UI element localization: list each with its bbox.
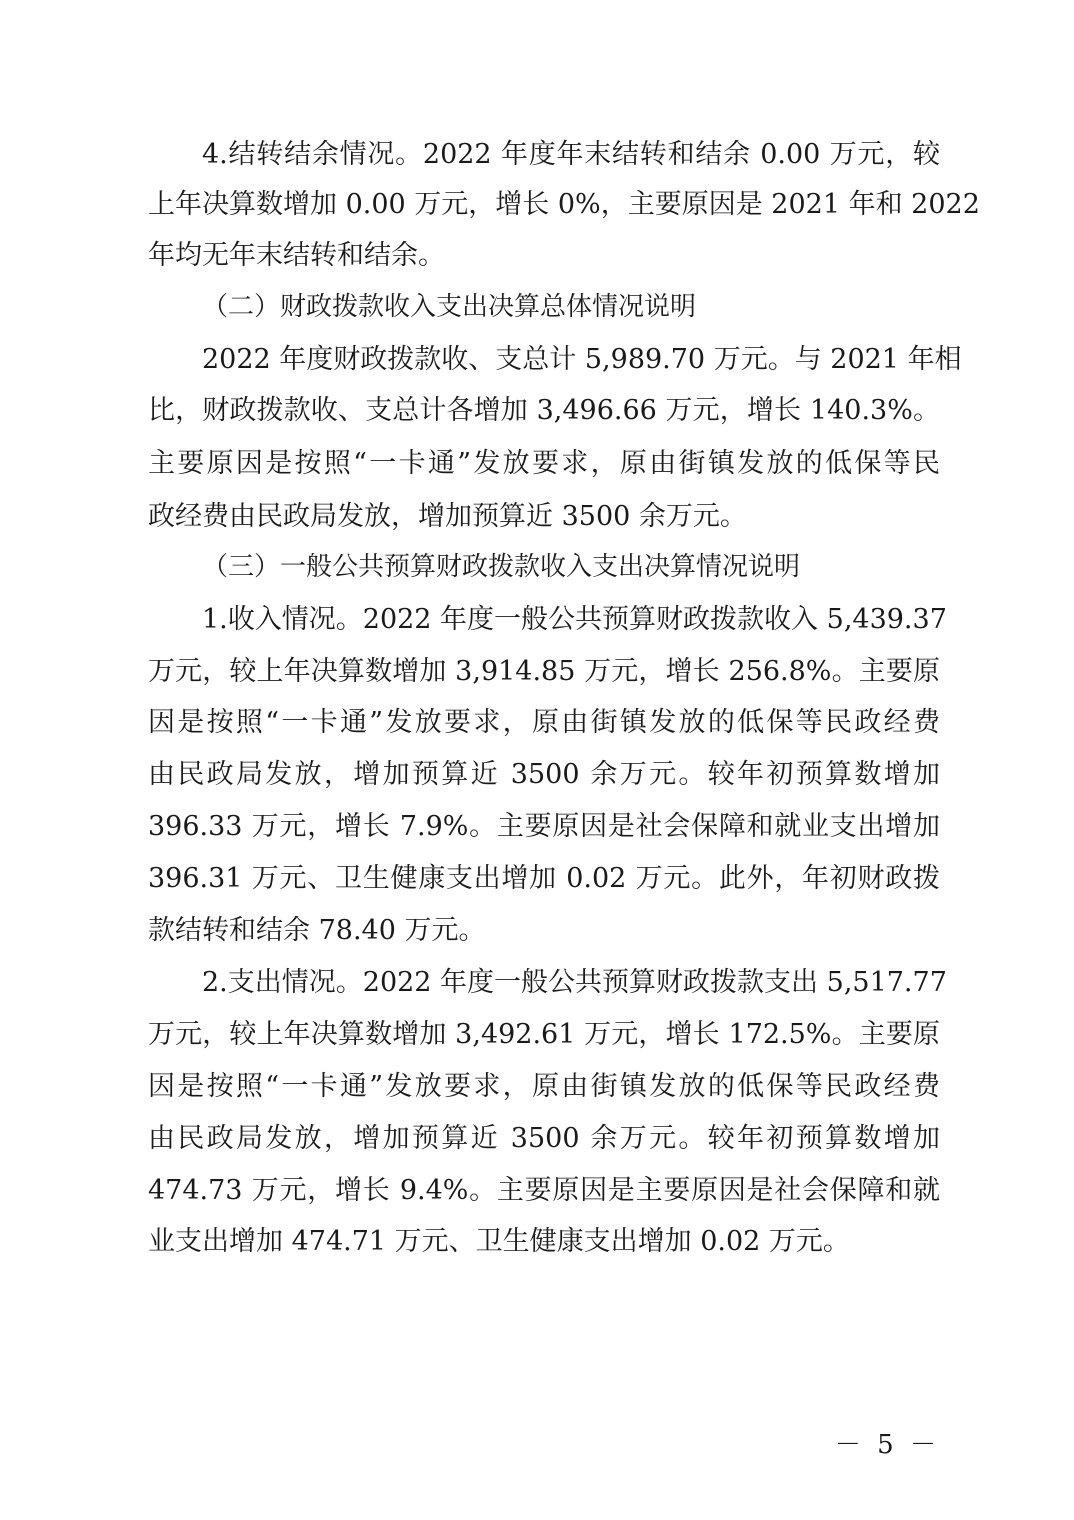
- paragraph-line: 政经费由民政局发放，增加预算近 3500 余万元。: [148, 501, 747, 532]
- section-heading: （三）一般公共预算财政拨款收入支出决算情况说明: [202, 552, 801, 582]
- paragraph-line: 业支出增加 474.71 万元、卫生健康支出增加 0.02 万元。: [148, 1226, 850, 1257]
- paragraph-line: 由民政局发放，增加预算近 3500 余万元。较年初预算数增加: [148, 1123, 940, 1154]
- paragraph-line: 2.支出情况。2022 年度一般公共预算财政拨款支出 5,517.77: [202, 967, 947, 998]
- paragraph-line: 4.结转结余情况。2022 年度年末结转和结余 0.00 万元，较: [202, 139, 940, 170]
- paragraph-line: 年均无年末结转和结余。: [148, 240, 445, 271]
- paragraph-line: 474.73 万元，增长 9.4%。主要原因是主要原因是社会保障和就: [148, 1175, 940, 1206]
- paragraph-line: 396.33 万元，增长 7.9%。主要原因是社会保障和就业支出增加: [148, 811, 940, 842]
- paragraph-line: 396.31 万元、卫生健康支出增加 0.02 万元。此外，年初财政拨: [148, 863, 940, 894]
- paragraph-line: 万元，较上年决算数增加 3,914.85 万元，增长 256.8%。主要原: [148, 656, 940, 687]
- paragraph-line: 由民政局发放，增加预算近 3500 余万元。较年初预算数增加: [148, 759, 940, 790]
- page-number: － 5 －: [834, 1430, 940, 1460]
- paragraph-line: 万元，较上年决算数增加 3,492.61 万元，增长 172.5%。主要原: [148, 1019, 940, 1050]
- paragraph-line: 款结转和结余 78.40 万元。: [148, 915, 486, 946]
- paragraph-line: 主要原因是按照“一卡通”发放要求，原由街镇发放的低保等民: [148, 448, 940, 479]
- paragraph-line: 比，财政拨款收、支总计各增加 3,496.66 万元，增长 140.3%。: [148, 395, 940, 426]
- paragraph-line: 1.收入情况。2022 年度一般公共预算财政拨款收入 5,439.37: [202, 604, 947, 635]
- section-heading: （二）财政拨款收入支出决算总体情况说明: [202, 292, 697, 322]
- paragraph-line: 因是按照“一卡通”发放要求，原由街镇发放的低保等民政经费: [148, 1071, 940, 1102]
- paragraph-line: 上年决算数增加 0.00 万元，增长 0%，主要原因是 2021 年和 2022: [148, 189, 980, 220]
- paragraph-line: 2022 年度财政拨款收、支总计 5,989.70 万元。与 2021 年相: [202, 344, 962, 375]
- paragraph-line: 因是按照“一卡通”发放要求，原由街镇发放的低保等民政经费: [148, 707, 940, 738]
